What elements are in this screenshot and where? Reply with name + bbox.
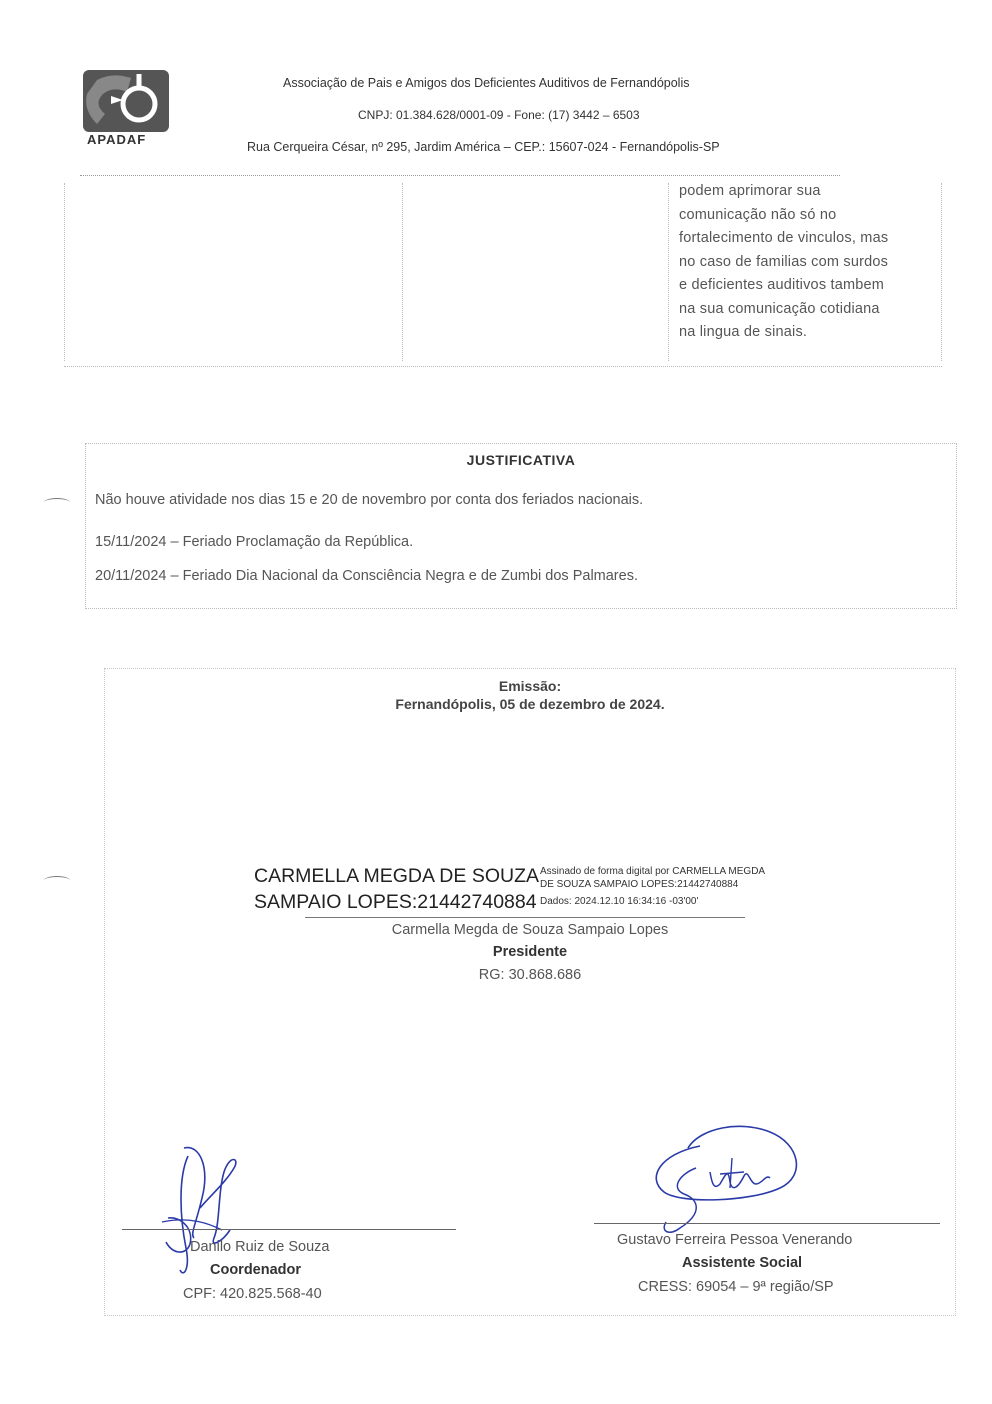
digital-signature-note: DE SOUZA SAMPAIO LOPES:21442740884 bbox=[540, 879, 739, 890]
table-border-bottom bbox=[64, 366, 942, 367]
table-cell-text bbox=[679, 180, 939, 345]
coordinator-role: Coordenador bbox=[210, 1262, 302, 1278]
justificativa-box bbox=[85, 443, 957, 609]
coordinator-cpf: CPF: 420.825.568-40 bbox=[183, 1286, 322, 1302]
table-border-right bbox=[941, 183, 942, 361]
header-divider bbox=[80, 175, 840, 176]
justificativa-title: JUSTIFICATIVA bbox=[466, 452, 576, 468]
coordinator-name: Danilo Ruiz de Souza bbox=[190, 1239, 330, 1255]
cell-line: fortalecimento de vinculos, mas bbox=[679, 230, 889, 246]
president-rg: RG: 30.868.686 bbox=[478, 967, 582, 983]
digital-signature-note: Assinado de forma digital por CARMELLA MEGDA bbox=[540, 866, 766, 877]
logo-text: APADAF bbox=[87, 132, 147, 147]
social-worker-cress: CRESS: 69054 – 9ª região/SP bbox=[638, 1279, 834, 1295]
cell-line: no caso de familias com surdos bbox=[679, 253, 889, 270]
digital-signer-name-line1: CARMELLA MEGDA DE SOUZA bbox=[254, 865, 539, 887]
cell-line: e deficientes auditivos tambem bbox=[679, 277, 885, 293]
table-divider-2 bbox=[668, 183, 669, 361]
org-name: Associação de Pais e Amigos dos Deficientes Auditivos de Fernandópolis bbox=[283, 76, 690, 90]
cell-line: podem aprimorar sua bbox=[679, 183, 821, 199]
social-worker-name: Gustavo Ferreira Pessoa Venerando bbox=[617, 1232, 853, 1248]
justificativa-line: Não houve atividade nos dias 15 e 20 de novembro por conta dos feriados nacionais. bbox=[95, 492, 644, 508]
punch-hole-mark bbox=[44, 498, 70, 507]
emissao-date: Fernandópolis, 05 de dezembro de 2024. bbox=[395, 696, 665, 712]
president-signature-line bbox=[305, 917, 745, 918]
emissao-label: Emissão: bbox=[498, 678, 562, 694]
punch-hole-mark bbox=[44, 876, 70, 885]
cnpj-phone: CNPJ: 01.384.628/0001-09 - Fone: (17) 3442 – 6503 bbox=[358, 108, 640, 122]
logo-emblem bbox=[83, 70, 169, 132]
coordinator-signature-line bbox=[122, 1229, 456, 1230]
table-divider-1 bbox=[402, 183, 403, 361]
justificativa-line: 20/11/2024 – Feriado Dia Nacional da Consciência Negra e de Zumbi dos Palmares. bbox=[95, 568, 638, 584]
cell-line: na lingua de sinais. bbox=[679, 324, 808, 340]
address: Rua Cerqueira César, nº 295, Jardim América – CEP.: 15607-024 - Fernandópolis-SP bbox=[247, 140, 720, 154]
cell-line: na sua comunicação cotidiana bbox=[679, 300, 880, 317]
apadaf-logo bbox=[83, 70, 171, 150]
digital-signature-date: Dados: 2024.12.10 16:34:16 -03'00' bbox=[540, 896, 699, 907]
digital-signer-name-line2: SAMPAIO LOPES:21442740884 bbox=[254, 891, 537, 913]
president-role: Presidente bbox=[492, 944, 568, 960]
social-worker-role: Assistente Social bbox=[682, 1255, 803, 1271]
president-name: Carmella Megda de Souza Sampaio Lopes bbox=[391, 922, 669, 938]
justificativa-line: 15/11/2024 – Feriado Proclamação da República. bbox=[95, 534, 414, 550]
cell-line: comunicação não só no bbox=[679, 206, 837, 223]
table-border-left bbox=[64, 183, 65, 361]
activity-table-fragment bbox=[64, 183, 942, 361]
social-worker-signature-line bbox=[594, 1223, 940, 1224]
social-worker-handwritten-signature bbox=[640, 1118, 810, 1248]
